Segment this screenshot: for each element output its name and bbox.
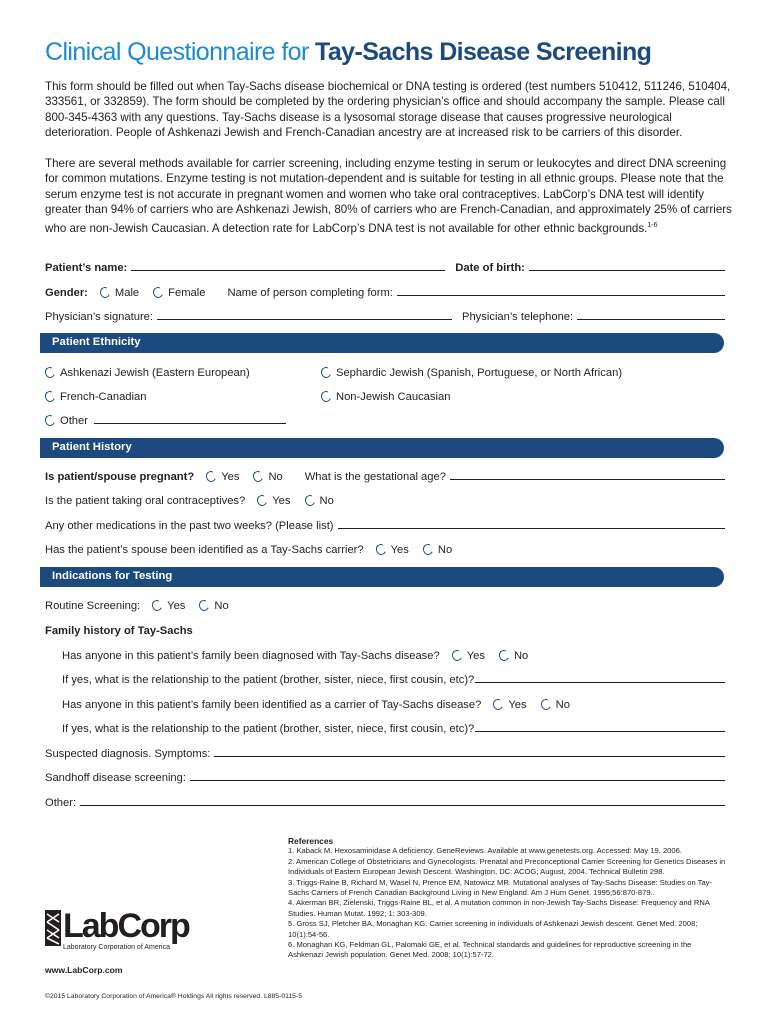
diagnosed-yes-option[interactable] [444,650,485,662]
family-heading-row [45,621,725,637]
copyright: ©2015 Laboratory Corporation of America® Holdings All rights reserved. L885-0115-5 [45,993,302,1000]
family-history-heading: Family history of Tay-Sachs [45,625,193,637]
diagnosed-question: Has anyone in this patient’s family been diagnosed with Tay-Sachs disease? [62,650,440,662]
yes-label: Yes [466,650,485,662]
carrier-question: Has anyone in this patient’s family been identified as a carrier of Tay-Sachs disease? [62,699,482,711]
ethnicity-row-1 [45,363,725,379]
yes-label: Yes [221,471,240,483]
reference-item: 3. Triggs-Raine B, Richard M, Wasel N, Prence EM, Natowicz MR. Mutational analyses of Tay-Sachs Disease: Studies on Tay-Sachs Carriers of French Canadian Background Living in New England. Am J Hum Genet. 1995;56:870-879.. [288,877,713,898]
completing-label: Name of person completing form: [227,287,393,299]
gender-female-option[interactable] [145,287,205,299]
contraceptives-row [45,491,725,507]
yes-label: Yes [390,544,409,556]
yes-label: Yes [167,600,186,612]
sandhoff-field[interactable] [190,779,725,781]
gender-label: Gender: [45,287,88,299]
intro-paragraph-1: This form should be filled out when Tay-Sachs disease biochemical or DNA testing is ordered (test numbers 510412, 511246, 510404, 333561, or 332859). The form should be completed by the ordering physician’s office and should accompany the sample. Please call 800-345-4363 with any questions. Tay-Sachs disease is a lysosomal storage disease that causes progressive neurological deterioration. People of Ashkenazi Jewish and French-Canadian ancestry are at increased risk to be carriers of this disorder. [45,80,731,140]
routine-row [45,596,725,612]
radio-icon[interactable] [303,494,316,508]
radio-icon[interactable] [256,494,269,508]
diagnosed-relationship-row [62,670,725,686]
carrier-relationship-field[interactable] [475,730,725,732]
completing-field[interactable] [397,294,725,296]
radio-icon[interactable] [152,286,165,300]
carrier-relationship-row [62,719,725,735]
radio-icon[interactable] [421,543,434,557]
gender-male-option[interactable] [92,287,139,299]
contraceptives-question: Is the patient taking oral contraceptives? [45,495,246,507]
pregnant-yes-option[interactable] [198,471,239,483]
routine-question: Routine Screening: [45,600,141,612]
diagnosed-relationship-question: If yes, what is the relationship to the patient (brother, sister, niece, first cousin, etc)? [62,674,475,686]
contraceptives-no-option[interactable] [297,495,334,507]
carrier-yes-option[interactable] [485,699,526,711]
pregnant-question: Is patient/spouse pregnant? [45,471,195,483]
dob-field[interactable] [529,269,725,271]
indications-header-bar [40,567,724,587]
pregnant-no-option[interactable] [245,471,282,483]
non-jewish-option[interactable] [321,391,450,403]
no-label: No [513,650,529,662]
ethnicity-header: Patient Ethnicity [52,336,141,348]
ashkenazi-label: Ashkenazi Jewish (Eastern European) [60,367,250,379]
gestational-label: What is the gestational age? [304,471,446,483]
radio-icon[interactable] [492,698,505,712]
telephone-label: Physician’s telephone: [462,311,574,323]
gestational-field[interactable] [450,478,725,480]
title-part-1: Clinical Questionnaire for [45,38,316,66]
radio-icon[interactable] [205,470,218,484]
signature-field[interactable] [157,318,452,320]
sandhoff-row [45,768,725,784]
patient-name-field[interactable] [131,269,445,271]
suspected-row [45,744,725,760]
patient-name-row [45,258,725,274]
radio-icon[interactable] [374,543,387,557]
non-jewish-label: Non-Jewish Caucasian [336,391,451,403]
no-label: No [319,495,334,507]
french-canadian-label: French-Canadian [60,391,147,403]
reference-item: 4. Akerman BR, Zielenski, Triggs-Raine BL, et al. A mutation common in non-Jewish Tay-Sachs Disease: Frequency and RNA Studies. Human Mutat. 1992; 1: 303-309. [288,898,710,918]
carrier-no-option[interactable] [533,699,570,711]
references-heading: References [288,836,334,846]
indications-header: Indications for Testing [52,570,173,582]
radio-icon[interactable] [319,390,332,404]
radio-icon[interactable] [151,599,164,613]
yes-label: Yes [508,699,527,711]
carrier-row [62,695,725,711]
spouse-no-option[interactable] [415,544,452,556]
spouse-yes-option[interactable] [368,544,409,556]
intro-paragraph-2-text: There are several methods available for carrier screening, including enzyme testing in serum or leukocytes and direct DNA screening for common mutations. Enzyme testing is not mutation-dependent and is suitable for testing in all ethnic groups. Please note that the serum enzyme test is not accurate in pregnant women and women who take oral contraceptives. LabCorp’s DNA test will identify greater than 94% of carriers who are Ashkenazi Jewish, 80% of carriers who are French-Canadian, and approximately 25% of carriers who are non-Jewish Caucasian. A detection rate for LabCorp’s DNA test is not available for other ethnic backgrounds. [45,157,732,235]
radio-icon[interactable] [319,366,332,380]
page-title [45,38,651,67]
reference-item: 6. Monaghan KG, Feldman GL, Palomaki GE, et al. Technical standards and guidelines for reproductive screening in the Ashkenazi Jewish population. Genet Med. 2008; 10(1):57-72. [288,940,692,960]
history-header: Patient History [52,441,132,453]
logo-text: LabCorp [63,907,189,945]
pregnant-row [45,467,725,483]
other-question: Other: [45,797,77,809]
ethnicity-row-3 [45,411,725,427]
ashkenazi-option[interactable] [45,367,315,379]
sandhoff-question: Sandhoff disease screening: [45,772,186,784]
radio-icon[interactable] [497,649,510,663]
physician-row [45,307,725,323]
sephardic-label: Sephardic Jewish (Spanish, Portuguese, or North African) [336,367,623,379]
other-field[interactable] [80,804,725,806]
medications-question: Any other medications in the past two weeks? (Please list) [45,520,334,532]
medications-row [45,516,725,532]
yes-label: Yes [272,495,291,507]
ethnicity-row-2 [45,387,725,403]
website-link[interactable]: www.LabCorp.com [45,965,123,975]
radio-icon[interactable] [450,649,463,663]
intro-superscript: 1-6 [647,221,658,229]
carrier-relationship-question: If yes, what is the relationship to the patient (brother, sister, niece, first cousin, etc)? [62,723,475,735]
title-part-2: Tay-Sachs Disease Screening [315,38,652,66]
radio-icon[interactable] [539,698,552,712]
spouse-question: Has the patient’s spouse been identified as a Tay-Sachs carrier? [45,544,364,556]
routine-no-option[interactable] [191,600,228,612]
telephone-field[interactable] [577,318,725,320]
signature-label: Physician’s signature: [45,311,153,323]
logo-subtitle: Laboratory Corporation of America [63,944,170,951]
radio-icon[interactable] [43,414,56,428]
female-label: Female [168,287,206,299]
other-ethnicity-option[interactable] [45,415,88,427]
suspected-field[interactable] [214,755,725,757]
suspected-question: Suspected diagnosis. Symptoms: [45,748,211,760]
reference-item: 5. Gross SJ, Pletcher BA, Monaghan KG. Carrier screening in individuals of Ashkenazi Jewish descent. Genet Med. 2008; 10(1):54-56. [288,919,698,939]
labcorp-logo [45,907,195,951]
other-ethnicity-field[interactable] [94,422,286,424]
other-ethnicity-label: Other [60,415,88,427]
contraceptives-yes-option[interactable] [249,495,290,507]
labcorp-emblem-icon [45,910,61,946]
history-header-bar [40,438,724,458]
dob-label: Date of birth: [455,262,525,274]
diagnosed-relationship-field[interactable] [475,681,725,683]
other-row [45,793,725,809]
reference-item: 2. American College of Obstetricians and Gynecologists. Prenatal and Preconceptional Carrier Screening for Genetics Diseases in Individuals of Eastern European Jewish Descent. Washington, DC: ACOG; August, 2004. Technical Bulletin 298. [288,856,726,877]
spouse-row [45,540,725,556]
radio-icon[interactable] [43,390,56,404]
male-label: Male [114,287,140,299]
ethnicity-header-bar [40,333,724,353]
intro-paragraph-2 [45,156,735,236]
sephardic-option[interactable] [321,367,622,379]
radio-icon[interactable] [43,366,56,380]
no-label: No [214,600,229,612]
french-canadian-option[interactable] [45,391,315,403]
gender-row [45,283,725,299]
radio-icon[interactable] [98,286,111,300]
routine-yes-option[interactable] [144,600,185,612]
diagnosed-row [62,646,725,662]
diagnosed-no-option[interactable] [491,650,528,662]
no-label: No [555,699,570,711]
medications-field[interactable] [338,527,725,529]
patient-name-label: Patient’s name: [45,262,128,274]
references [288,836,728,961]
reference-item: 1. Kaback M. Hexosaminidase A deficiency. GeneReviews. Available at www.genetests.org. Accessed: May 19, 2006. [288,846,682,856]
radio-icon[interactable] [252,470,265,484]
radio-icon[interactable] [198,599,211,613]
no-label: No [437,544,453,556]
no-label: No [268,471,283,483]
